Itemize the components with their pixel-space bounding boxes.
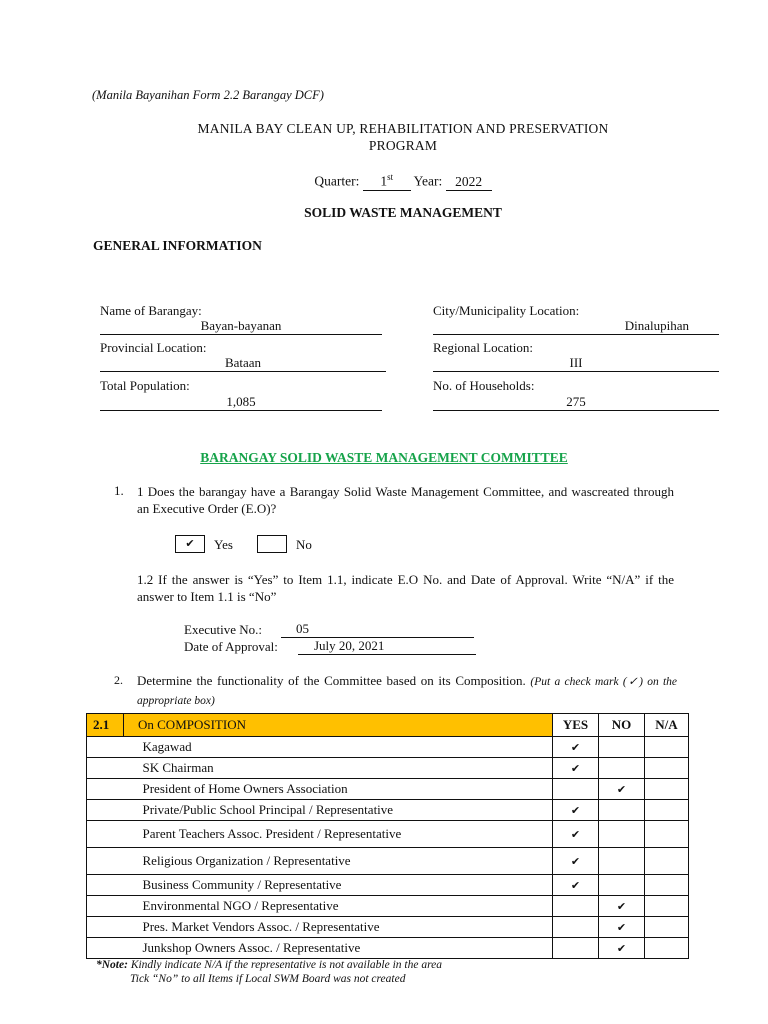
row-spacer (87, 821, 124, 848)
row-no-cell[interactable] (599, 737, 645, 758)
q1-number: 1. (114, 483, 124, 498)
row-spacer (87, 848, 124, 875)
check-icon: ✔ (570, 762, 581, 775)
row-na-cell[interactable] (645, 875, 689, 896)
q1-yes-checkbox[interactable] (175, 535, 205, 553)
row-no-cell[interactable] (599, 779, 645, 800)
row-label: Environmental NGO / Representative (124, 896, 553, 917)
province-label: Provincial Location: (100, 340, 207, 355)
composition-table-body (87, 737, 689, 959)
city-value: Dinalupihan (624, 318, 689, 333)
row-no-cell[interactable] (599, 800, 645, 821)
check-icon: ✔ (570, 855, 581, 868)
row-spacer (87, 779, 124, 800)
table-row (87, 896, 689, 917)
row-label: Pres. Market Vendors Assoc. / Representative (124, 917, 553, 938)
note-prefix: *Note: (96, 959, 128, 971)
date-value: July 20, 2021 (314, 638, 385, 653)
q2-text: Determine the functionality of the Committee based on its Composition. (137, 673, 526, 688)
table-row (87, 821, 689, 848)
column-no: NO (599, 714, 645, 737)
q2-number: 2. (114, 673, 123, 687)
q1-no-label: No (296, 537, 312, 552)
table-row (87, 848, 689, 875)
row-na-cell[interactable] (645, 896, 689, 917)
province-value: Bataan (224, 355, 262, 370)
table-row (87, 917, 689, 938)
check-icon: ✔ (570, 804, 581, 817)
committee-heading: BARANGAY SOLID WASTE MANAGEMENT COMMITTEE (200, 450, 568, 465)
program-title-line1: MANILA BAY CLEAN UP, REHABILITATION AND PRESERVATION (197, 121, 609, 136)
row-no-cell[interactable] (599, 875, 645, 896)
row-no-cell[interactable] (599, 848, 645, 875)
q2-hint: (Put a check mark (✓) on the appropriate box) (137, 676, 678, 707)
row-spacer (87, 875, 124, 896)
year-field[interactable]: 2022 (446, 174, 492, 191)
note-line1: Kindly indicate N/A if the representative is not available in the area (130, 959, 443, 971)
row-na-cell[interactable] (645, 737, 689, 758)
note (96, 958, 442, 986)
q1-yes-check-icon: ✔ (185, 538, 195, 550)
row-yes-cell[interactable] (553, 758, 599, 779)
row-spacer (87, 800, 124, 821)
row-na-cell[interactable] (645, 821, 689, 848)
check-icon: ✔ (570, 828, 581, 841)
composition-header-row (87, 714, 689, 737)
row-na-cell[interactable] (645, 917, 689, 938)
row-yes-cell[interactable] (553, 779, 599, 800)
table-row (87, 737, 689, 758)
table-row (87, 875, 689, 896)
row-spacer (87, 896, 124, 917)
row-no-cell[interactable] (599, 821, 645, 848)
program-title-line2: PROGRAM (368, 138, 438, 153)
form-reference: (Manila Bayanihan Form 2.2 Barangay DCF) (92, 88, 324, 102)
check-icon: ✔ (616, 942, 627, 955)
quarter-value: 1 (380, 173, 388, 189)
row-label: Business Community / Representative (124, 875, 553, 896)
row-na-cell[interactable] (645, 938, 689, 959)
region-label: Regional Location: (433, 340, 534, 355)
row-label: Junkshop Owners Assoc. / Representative (124, 938, 553, 959)
check-icon: ✔ (616, 900, 627, 913)
q2-text-block (137, 672, 677, 710)
row-no-cell[interactable] (599, 896, 645, 917)
year-label: Year: (413, 173, 443, 189)
eo-value: 05 (296, 621, 309, 636)
row-yes-cell[interactable] (553, 737, 599, 758)
check-icon: ✔ (570, 741, 581, 754)
quarter-suffix: st (387, 172, 394, 182)
row-yes-cell[interactable] (553, 800, 599, 821)
quarter-field[interactable] (363, 172, 411, 191)
population-value: 1,085 (226, 394, 256, 409)
row-label: Religious Organization / Representative (124, 848, 553, 875)
row-na-cell[interactable] (645, 848, 689, 875)
column-na: N/A (645, 714, 689, 737)
row-spacer (87, 938, 124, 959)
barangay-value: Bayan-bayanan (200, 318, 282, 333)
row-spacer (87, 917, 124, 938)
row-na-cell[interactable] (645, 779, 689, 800)
households-value: 275 (566, 394, 586, 409)
q1-yes-label: Yes (214, 537, 233, 552)
city-field[interactable] (433, 318, 719, 335)
row-yes-cell[interactable] (553, 875, 599, 896)
row-na-cell[interactable] (645, 800, 689, 821)
q1-2-text: 1.2 If the answer is “Yes” to Item 1.1, indicate E.O No. and Date of Approval. Write “N/A” if the answer to Item 1.1 is “No” (137, 572, 674, 604)
row-no-cell[interactable] (599, 758, 645, 779)
check-icon: ✔ (616, 783, 627, 796)
region-field[interactable] (433, 355, 719, 372)
date-field[interactable] (298, 638, 476, 655)
row-yes-cell[interactable] (553, 821, 599, 848)
composition-title: On COMPOSITION (124, 714, 553, 737)
row-yes-cell[interactable] (553, 917, 599, 938)
table-row (87, 779, 689, 800)
eo-label: Executive No.: (184, 622, 262, 637)
table-row (87, 800, 689, 821)
column-yes: YES (553, 714, 599, 737)
check-icon: ✔ (570, 879, 581, 892)
date-label: Date of Approval: (184, 639, 278, 654)
composition-table (86, 713, 689, 959)
table-row (87, 938, 689, 959)
households-label: No. of Households: (433, 378, 535, 393)
row-yes-cell[interactable] (553, 848, 599, 875)
note-line2: Tick “No” to all Items if Local SWM Board was not created (130, 973, 406, 985)
quarter-label: Quarter: (314, 173, 360, 189)
table-row (87, 758, 689, 779)
row-label: President of Home Owners Association (124, 779, 553, 800)
row-label: Kagawad (124, 737, 553, 758)
households-field[interactable] (433, 394, 719, 411)
barangay-field[interactable] (100, 318, 382, 335)
row-spacer (87, 737, 124, 758)
quarter-year-line (0, 172, 768, 191)
row-spacer (87, 758, 124, 779)
eo-field[interactable] (281, 621, 474, 638)
row-label: SK Chairman (124, 758, 553, 779)
row-label: Parent Teachers Assoc. President / Representative (124, 821, 553, 848)
q1-text: 1 Does the barangay have a Barangay Solid Waste Management Committee, and wascreated through an Executive Order (E.O)? (137, 484, 674, 516)
row-yes-cell[interactable] (553, 896, 599, 917)
row-no-cell[interactable] (599, 938, 645, 959)
province-field[interactable] (100, 355, 386, 372)
section-title: SOLID WASTE MANAGEMENT (304, 205, 502, 220)
row-label: Private/Public School Principal / Representative (124, 800, 553, 821)
population-field[interactable] (100, 394, 382, 411)
program-title (0, 120, 768, 154)
general-information-heading: GENERAL INFORMATION (93, 238, 262, 253)
composition-number: 2.1 (87, 714, 124, 737)
row-na-cell[interactable] (645, 758, 689, 779)
barangay-label: Name of Barangay: (100, 303, 202, 318)
city-label: City/Municipality Location: (433, 303, 580, 318)
q1-no-checkbox[interactable] (257, 535, 287, 553)
population-label: Total Population: (100, 378, 190, 393)
check-icon: ✔ (616, 921, 627, 934)
row-no-cell[interactable] (599, 917, 645, 938)
region-value: III (569, 355, 583, 370)
row-yes-cell[interactable] (553, 938, 599, 959)
